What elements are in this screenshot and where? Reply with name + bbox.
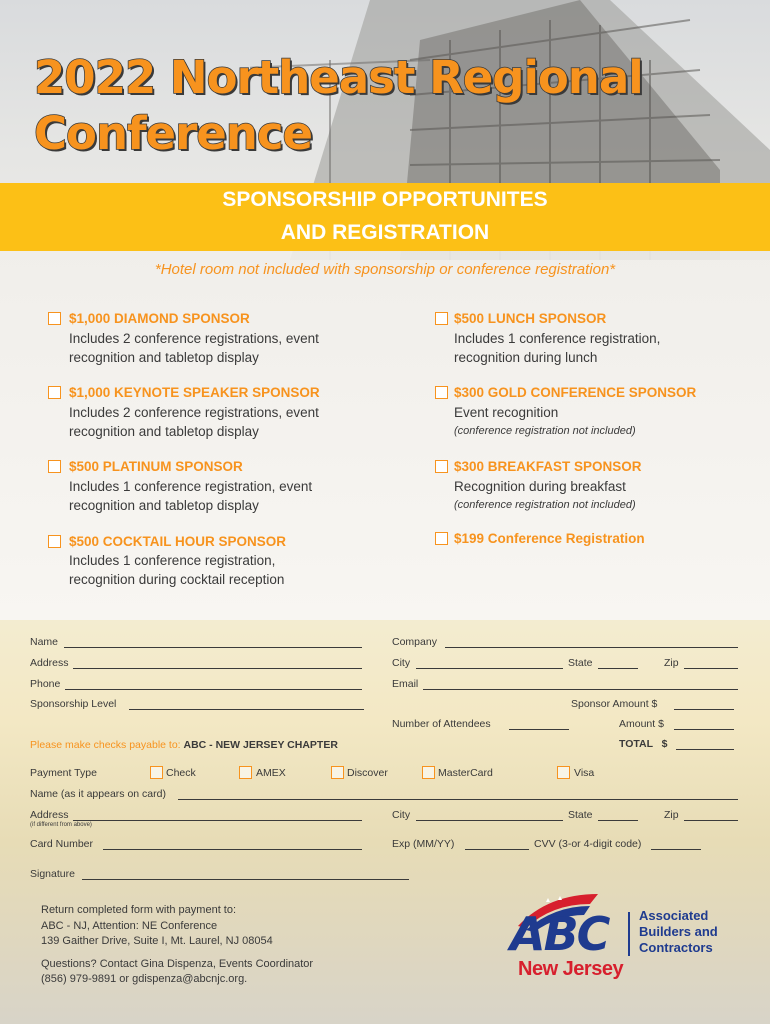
check-label: Check — [166, 767, 196, 779]
name-label: Name — [30, 636, 59, 648]
number-attendees-field[interactable] — [509, 729, 569, 730]
option-desc: recognition and tabletop display — [69, 498, 259, 513]
city-label: City — [392, 657, 411, 669]
option-title: $1,000 KEYNOTE SPEAKER SPONSOR — [69, 385, 320, 400]
amex-checkbox[interactable] — [239, 766, 252, 779]
city-field[interactable] — [416, 668, 563, 669]
banner-heading-line-1: SPONSORSHIP OPPORTUNITES — [222, 188, 548, 211]
option-title: $1,000 DIAMOND SPONSOR — [69, 311, 250, 326]
discover-checkbox[interactable] — [331, 766, 344, 779]
option-desc: Includes 2 conference registrations, event — [69, 405, 319, 420]
sponsorship-level-field[interactable] — [129, 709, 364, 710]
state-field[interactable] — [598, 668, 638, 669]
logo-line-3: Contractors — [639, 940, 713, 955]
option-title: $500 PLATINUM SPONSOR — [69, 459, 243, 474]
payment-type-label: Payment Type — [30, 767, 97, 779]
billing-city-label: City — [392, 809, 411, 821]
checks-payable-to: ABC - NEW JERSEY CHAPTER — [183, 739, 338, 751]
option-note: (conference registration not included) — [454, 425, 636, 437]
option-desc: recognition and tabletop display — [69, 424, 259, 439]
option-title: $500 COCKTAIL HOUR SPONSOR — [69, 534, 287, 549]
keynote-sponsor-checkbox[interactable] — [48, 386, 61, 399]
option-desc: Includes 1 conference registration, — [69, 553, 276, 568]
option-desc: Includes 1 conference registration, — [454, 331, 661, 346]
sponsorship-level-label: Sponsorship Level — [30, 698, 117, 710]
name-field[interactable] — [64, 647, 362, 648]
checks-payable-prefix: Please make checks payable to: — [30, 739, 181, 751]
name-on-card-field[interactable] — [178, 799, 738, 800]
title-line-1: 2022 Northeast Regional — [34, 51, 643, 104]
lunch-sponsor-checkbox[interactable] — [435, 312, 448, 325]
option-title: $500 LUNCH SPONSOR — [454, 311, 607, 326]
amount-label: Amount $ — [619, 718, 664, 730]
option-desc: recognition during lunch — [454, 350, 598, 365]
zip-field[interactable] — [684, 668, 738, 669]
visa-label: Visa — [574, 767, 595, 779]
return-address-line-1: ABC - NJ, Attention: NE Conference — [41, 920, 218, 932]
logo-line-1: Associated — [639, 908, 709, 923]
discover-label: Discover — [347, 767, 388, 779]
name-on-card-label: Name (as it appears on card) — [30, 788, 166, 800]
cvv-field[interactable] — [651, 849, 701, 850]
company-label: Company — [392, 636, 437, 648]
billing-address-field[interactable] — [73, 820, 362, 821]
platinum-sponsor-checkbox[interactable] — [48, 460, 61, 473]
logo-line-2: Builders and — [639, 924, 718, 939]
billing-state-label: State — [568, 809, 593, 821]
billing-zip-label: Zip — [664, 809, 679, 821]
address-label: Address — [30, 657, 69, 669]
abc-logo-text: ABC — [510, 907, 609, 961]
option-desc: recognition during cocktail reception — [69, 572, 285, 587]
card-number-label: Card Number — [30, 838, 94, 850]
amex-label: AMEX — [256, 767, 286, 779]
exp-field[interactable] — [465, 849, 529, 850]
option-note: (conference registration not included) — [454, 499, 636, 511]
option-desc: Event recognition — [454, 405, 559, 420]
logo-region: New Jersey — [518, 958, 624, 980]
option-title: $300 BREAKFAST SPONSOR — [454, 459, 642, 474]
state-label: State — [568, 657, 593, 669]
phone-label: Phone — [30, 678, 61, 690]
card-number-field[interactable] — [103, 849, 362, 850]
billing-zip-field[interactable] — [684, 820, 738, 821]
sponsor-amount-label: Sponsor Amount $ — [571, 698, 658, 710]
visa-checkbox[interactable] — [557, 766, 570, 779]
signature-field[interactable] — [82, 879, 409, 880]
logo-divider — [628, 912, 630, 956]
total-label: TOTAL $ — [619, 738, 668, 750]
signature-label: Signature — [30, 868, 75, 880]
billing-address-note: (if different from above) — [30, 822, 92, 828]
company-field[interactable] — [445, 647, 738, 648]
breakfast-sponsor-checkbox[interactable] — [435, 460, 448, 473]
amount-field[interactable] — [674, 729, 734, 730]
option-desc: recognition and tabletop display — [69, 350, 259, 365]
abc-new-jersey-logo — [508, 888, 723, 984]
option-title: $199 Conference Registration — [454, 531, 645, 546]
billing-address-label: Address — [30, 809, 69, 821]
check-checkbox[interactable] — [150, 766, 163, 779]
phone-field[interactable] — [65, 689, 362, 690]
hotel-note: *Hotel room not included with sponsorship or conference registration* — [154, 261, 616, 278]
total-field[interactable] — [676, 749, 734, 750]
billing-city-field[interactable] — [416, 820, 563, 821]
mastercard-label: MasterCard — [438, 767, 493, 779]
option-desc: Includes 2 conference registrations, event — [69, 331, 319, 346]
billing-state-field[interactable] — [598, 820, 638, 821]
number-attendees-label: Number of Attendees — [392, 718, 491, 730]
option-desc: Recognition during breakfast — [454, 479, 626, 494]
return-address-line-2: 139 Gaither Drive, Suite I, Mt. Laurel, NJ 08054 — [41, 935, 273, 947]
cvv-label: CVV (3-or 4-digit code) — [534, 838, 642, 850]
sponsor-amount-field[interactable] — [674, 709, 734, 710]
option-title: $300 GOLD CONFERENCE SPONSOR — [454, 385, 697, 400]
page-title — [34, 50, 643, 162]
email-field[interactable] — [423, 689, 738, 690]
option-desc: Includes 1 conference registration, event — [69, 479, 313, 494]
mastercard-checkbox[interactable] — [422, 766, 435, 779]
checks-payable-note — [30, 739, 338, 751]
questions-text: Questions? Contact Gina Dispenza, Events Coordinator — [41, 958, 314, 970]
contact-text: (856) 979-9891 or gdispenza@abcnjc.org. — [41, 973, 248, 985]
zip-label: Zip — [664, 657, 679, 669]
exp-label: Exp (MM/YY) — [392, 838, 455, 850]
registration-checkbox[interactable] — [435, 532, 448, 545]
gold-sponsor-checkbox[interactable] — [435, 386, 448, 399]
email-label: Email — [392, 678, 419, 690]
cocktail-sponsor-checkbox[interactable] — [48, 535, 61, 548]
title-line-2: Conference — [34, 107, 313, 160]
diamond-sponsor-checkbox[interactable] — [48, 312, 61, 325]
address-field[interactable] — [73, 668, 362, 669]
return-label: Return completed form with payment to: — [41, 904, 237, 916]
banner-heading-line-2: AND REGISTRATION — [280, 221, 490, 244]
